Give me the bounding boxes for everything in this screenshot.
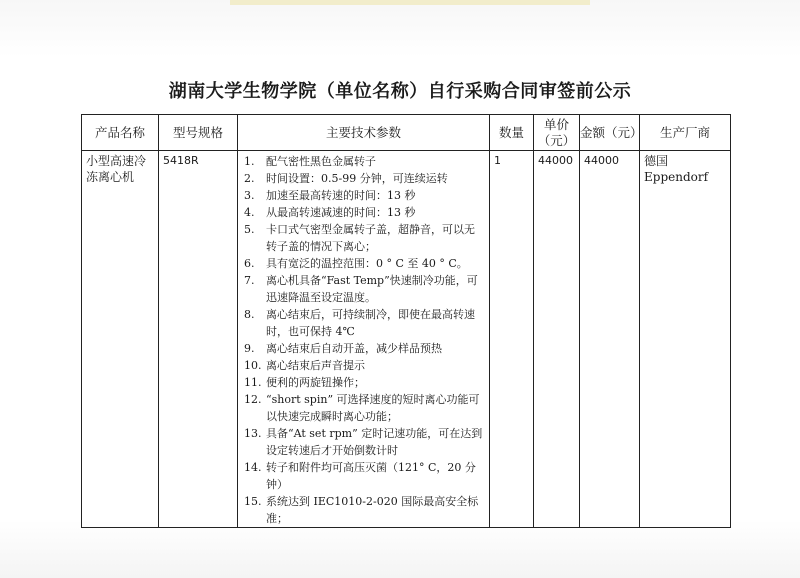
param-item bbox=[244, 255, 485, 272]
quantity-text: 1 bbox=[494, 154, 501, 167]
param-item bbox=[244, 340, 485, 357]
param-text: 离心机具备“Fast Temp”快速制冷功能，可迅速降温至设定温度。 bbox=[266, 274, 478, 304]
cell-unit-price bbox=[534, 151, 580, 528]
param-item bbox=[244, 459, 485, 493]
param-item bbox=[244, 357, 485, 374]
header-quantity: 数量 bbox=[490, 115, 534, 151]
param-number: 10. bbox=[244, 359, 262, 372]
param-number: 15. bbox=[244, 495, 262, 508]
header-product-name: 产品名称 bbox=[82, 115, 159, 151]
param-item bbox=[244, 425, 485, 459]
model-text: 5418R bbox=[163, 154, 199, 167]
param-item bbox=[244, 493, 485, 527]
param-text: 从最高转速减速的时间：13 秒 bbox=[266, 206, 416, 219]
param-number: 14. bbox=[244, 461, 262, 474]
param-text: 离心结束后，可持续制冷，即使在最高转速时，也可保持 4℃ bbox=[266, 308, 475, 338]
param-item bbox=[244, 170, 485, 187]
param-number: 2. bbox=[244, 172, 255, 185]
param-item bbox=[244, 153, 485, 170]
header-unit-price: 单价（元） bbox=[534, 115, 580, 151]
param-text: 系统达到 IEC1010-2-020 国际最高安全标准； bbox=[266, 495, 479, 525]
param-number: 13. bbox=[244, 427, 262, 440]
params-list bbox=[238, 151, 489, 527]
param-text: “short spin” 可选择速度的短时离心功能可以快速完成瞬时离心功能； bbox=[266, 393, 480, 423]
scan-edge-mark bbox=[230, 0, 590, 5]
unit-price-text: 44000 bbox=[538, 154, 573, 167]
param-text: 具有宽泛的温控范围：0 ° C 至 40 ° C。 bbox=[266, 257, 468, 270]
param-text: 具备“At set rpm” 定时记速功能，可在达到设定转速后才开始倒数计时 bbox=[266, 427, 483, 457]
param-number: 8. bbox=[244, 308, 255, 321]
param-item bbox=[244, 374, 485, 391]
param-number: 12. bbox=[244, 393, 262, 406]
param-item bbox=[244, 306, 485, 340]
param-text: 配气密性黑色金属转子 bbox=[266, 155, 376, 168]
param-item bbox=[244, 187, 485, 204]
param-text: 离心结束后声音提示 bbox=[266, 359, 365, 372]
cell-main-params bbox=[238, 151, 490, 528]
cell-model bbox=[159, 151, 238, 528]
cell-amount bbox=[580, 151, 640, 528]
param-item bbox=[244, 204, 485, 221]
procurement-table bbox=[81, 114, 731, 528]
param-item bbox=[244, 221, 485, 255]
param-text: 转子和附件均可高压灭菌（121° C，20 分钟） bbox=[266, 461, 476, 491]
cell-manufacturer bbox=[640, 151, 731, 528]
header-manufacturer: 生产厂商 bbox=[640, 115, 731, 151]
table-row bbox=[82, 151, 731, 528]
param-text: 加速至最高转速的时间：13 秒 bbox=[266, 189, 416, 202]
param-item bbox=[244, 391, 485, 425]
manufacturer-text: 德国 Eppendorf bbox=[644, 154, 709, 184]
cell-product-name bbox=[82, 151, 159, 528]
param-number: 3. bbox=[244, 189, 255, 202]
param-number: 4. bbox=[244, 206, 255, 219]
param-text: 时间设置：0.5-99 分钟，可连续运转 bbox=[266, 172, 448, 185]
amount-text: 44000 bbox=[584, 154, 619, 167]
param-number: 1. bbox=[244, 155, 255, 168]
header-amount: 金额（元） bbox=[580, 115, 640, 151]
page-title: 湖南大学生物学院（单位名称）自行采购合同审签前公示 bbox=[168, 81, 632, 102]
param-number: 6. bbox=[244, 257, 255, 270]
param-number: 11. bbox=[244, 376, 262, 389]
header-model: 型号规格 bbox=[159, 115, 238, 151]
param-item bbox=[244, 272, 485, 306]
param-number: 9. bbox=[244, 342, 255, 355]
param-text: 离心结束后自动开盖，减少样品预热 bbox=[266, 342, 442, 355]
param-number: 7. bbox=[244, 274, 255, 287]
param-text: 便利的两旋钮操作； bbox=[266, 376, 365, 389]
param-text: 卡口式气密型金属转子盖，超静音，可以无转子盖的情况下离心； bbox=[266, 223, 475, 253]
table-header-row bbox=[82, 115, 731, 151]
cell-quantity bbox=[490, 151, 534, 528]
product-name-text: 小型高速冷冻离心机 bbox=[86, 154, 147, 184]
param-number: 5. bbox=[244, 223, 255, 236]
header-main-params: 主要技术参数 bbox=[238, 115, 490, 151]
